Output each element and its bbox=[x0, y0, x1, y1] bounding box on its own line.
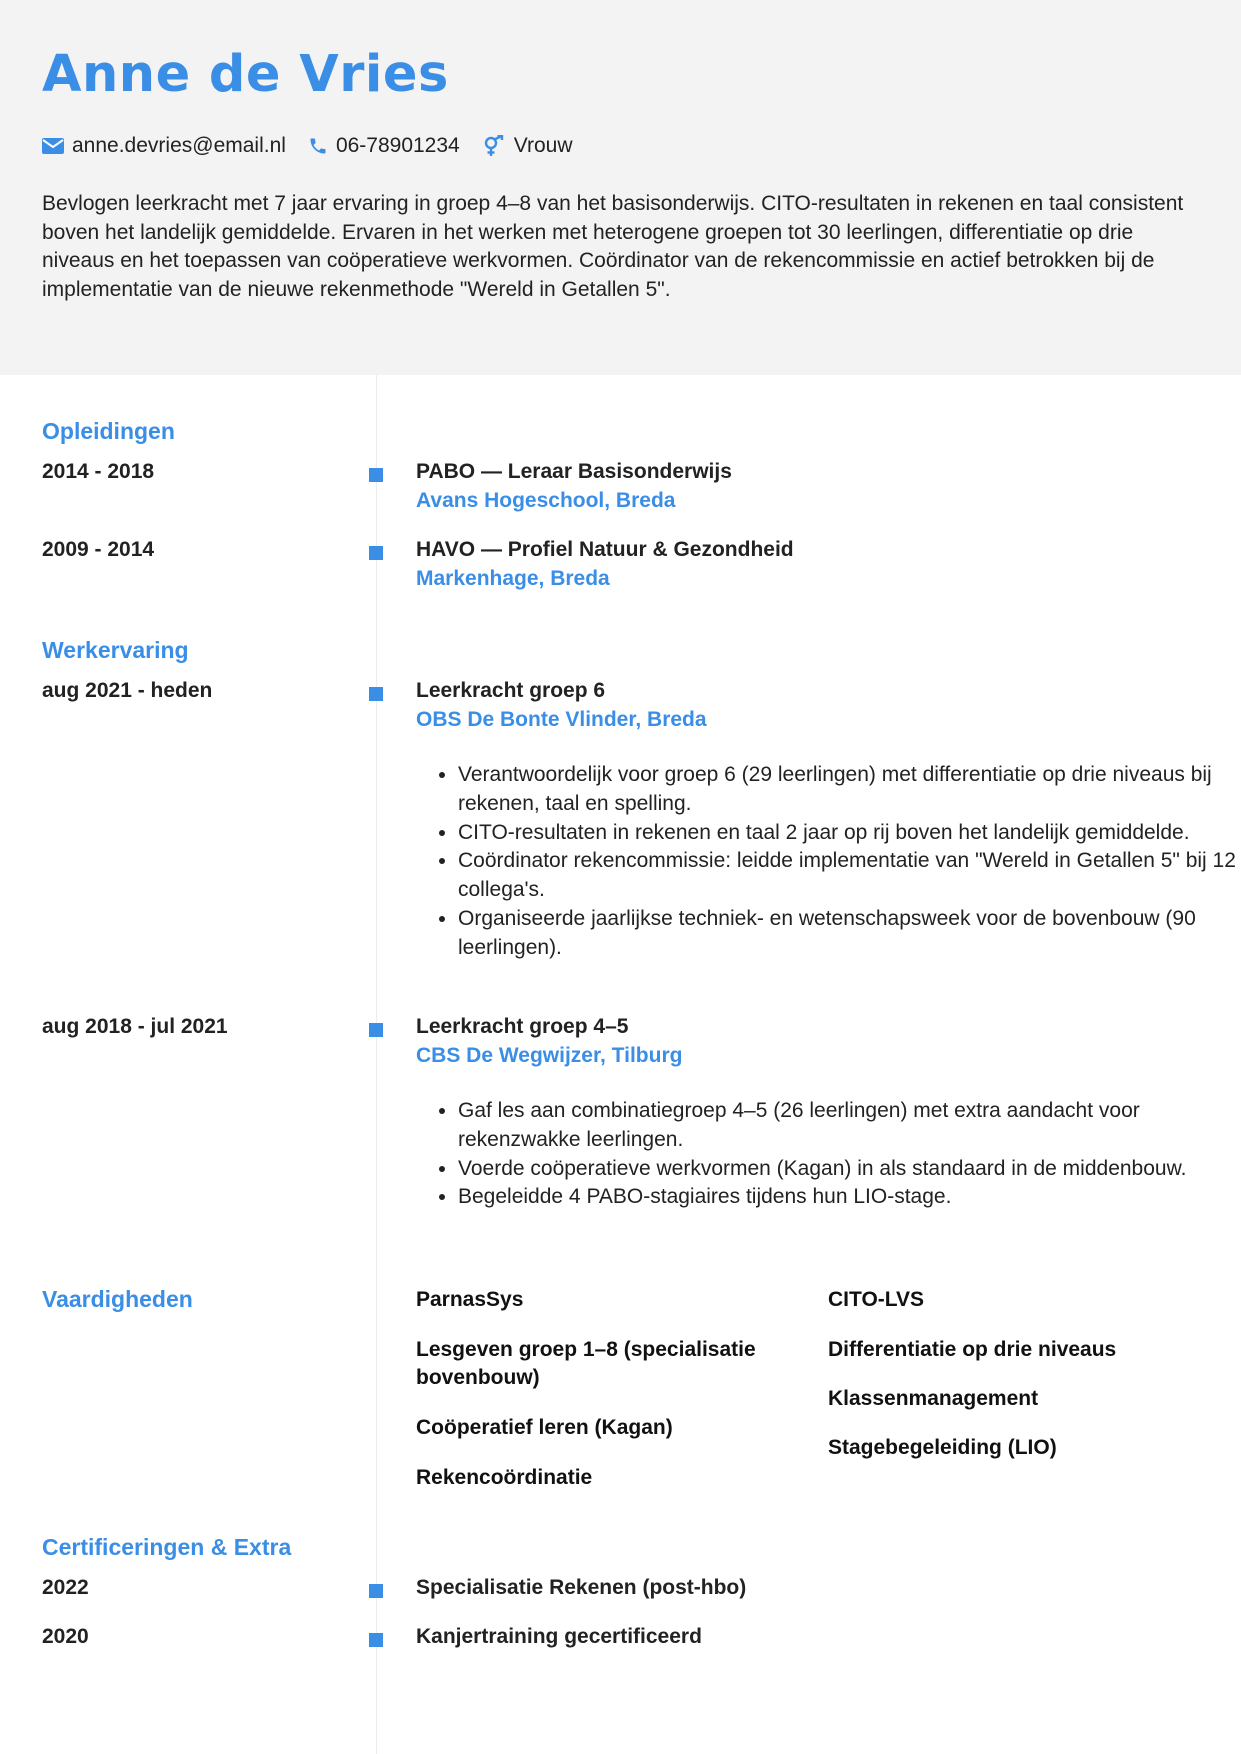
list-item: • Coördinator rekencommissie: leidde implementatie van "Wereld in Getallen 5" bij 12 collega's. bbox=[458, 847, 1238, 905]
experience-title: Leerkracht groep 4–5 bbox=[416, 1015, 629, 1038]
phone-icon bbox=[308, 136, 328, 156]
list-item: • CITO-resultaten in rekenen en taal 2 jaar op rij boven het landelijk gemiddelde. bbox=[458, 819, 1238, 848]
certification-year: 2022 bbox=[42, 1576, 89, 1599]
list-item: • Verantwoordelijk voor groep 6 (29 leerlingen) met differentiatie op drie niveaus bij rekenen, taal en spelling. bbox=[458, 761, 1238, 819]
timeline-marker bbox=[369, 468, 383, 482]
skill-item: Stagebegeleiding (LIO) bbox=[828, 1436, 1057, 1459]
section-title-skills: Vaardigheden bbox=[42, 1286, 193, 1312]
email-text: anne.devries@email.nl bbox=[72, 134, 286, 157]
skill-item: CITO-LVS bbox=[828, 1288, 925, 1311]
section-title-education: Opleidingen bbox=[42, 418, 175, 444]
skill-item: Differentiatie op drie niveaus bbox=[828, 1338, 1117, 1361]
resume-body bbox=[0, 375, 1241, 1754]
skill-item: Rekencoördinatie bbox=[416, 1466, 593, 1489]
section-title-experience: Werkervaring bbox=[42, 637, 189, 663]
phone-text: 06-78901234 bbox=[335, 134, 460, 157]
section-title-certifications: Certificeringen & Extra bbox=[42, 1534, 292, 1560]
certification-title: Specialisatie Rekenen (post-hbo) bbox=[416, 1576, 747, 1599]
education-period: 2009 - 2014 bbox=[42, 538, 155, 561]
contact-email bbox=[42, 134, 286, 158]
experience-bullets bbox=[416, 1097, 1238, 1212]
education-institution: Markenhage, Breda bbox=[416, 567, 610, 590]
certification-title: Kanjertraining gecertificeerd bbox=[416, 1625, 702, 1648]
envelope-icon bbox=[42, 138, 64, 154]
gender-icon bbox=[482, 135, 506, 157]
contact-phone bbox=[308, 134, 460, 158]
list-item: • Gaf les aan combinatiegroep 4–5 (26 leerlingen) met extra aandacht voor rekenzwakke leerlingen. bbox=[458, 1097, 1238, 1155]
skill-item: ParnasSys bbox=[416, 1288, 524, 1311]
education-title: PABO — Leraar Basisonderwijs bbox=[416, 460, 732, 483]
contact-row bbox=[42, 132, 1199, 160]
profile-summary: Bevlogen leerkracht met 7 jaar ervaring in groep 4–8 van het basisonderwijs. CITO-resultaten in rekenen en taal consistent boven het landelijk gemiddelde. Ervaren in het werken met heterogene groepen tot 30 leerlingen, differentiatie op drie niveaus en het toepassen van coöperatieve werkvormen. Coördinator van de rekencommissie en actief betrokken bij de implementatie van de nieuwe rekenmethode "Wereld in Getallen 5". bbox=[42, 192, 1184, 301]
candidate-name: Anne de Vries bbox=[42, 45, 449, 104]
resume-header bbox=[0, 0, 1241, 375]
skill-item: Lesgeven groep 1–8 (specialisatie bovenbouw) bbox=[416, 1338, 756, 1389]
education-title: HAVO — Profiel Natuur & Gezondheid bbox=[416, 538, 794, 561]
experience-title: Leerkracht groep 6 bbox=[416, 679, 606, 702]
experience-period: aug 2021 - heden bbox=[42, 679, 213, 702]
education-institution: Avans Hogeschool, Breda bbox=[416, 489, 676, 512]
timeline-marker bbox=[369, 546, 383, 560]
skill-item: Klassenmanagement bbox=[828, 1387, 1039, 1410]
education-period: 2014 - 2018 bbox=[42, 460, 155, 483]
contact-gender bbox=[482, 134, 573, 158]
timeline-marker bbox=[369, 1023, 383, 1037]
experience-employer: CBS De Wegwijzer, Tilburg bbox=[416, 1044, 683, 1067]
timeline-marker bbox=[369, 1584, 383, 1598]
skill-item: Coöperatief leren (Kagan) bbox=[416, 1416, 673, 1439]
list-item: • Begeleidde 4 PABO-stagiaires tijdens hun LIO-stage. bbox=[458, 1183, 1238, 1212]
timeline-marker bbox=[369, 1633, 383, 1647]
gender-text: Vrouw bbox=[513, 134, 573, 157]
experience-bullets bbox=[416, 761, 1238, 963]
list-item: • Organiseerde jaarlijkse techniek- en wetenschapsweek voor de bovenbouw (90 leerlingen). bbox=[458, 905, 1238, 963]
timeline-marker bbox=[369, 687, 383, 701]
experience-employer: OBS De Bonte Vlinder, Breda bbox=[416, 708, 707, 731]
list-item: • Voerde coöperatieve werkvormen (Kagan) in als standaard in de middenbouw. bbox=[458, 1155, 1238, 1184]
experience-period: aug 2018 - jul 2021 bbox=[42, 1015, 228, 1038]
certification-year: 2020 bbox=[42, 1625, 89, 1648]
